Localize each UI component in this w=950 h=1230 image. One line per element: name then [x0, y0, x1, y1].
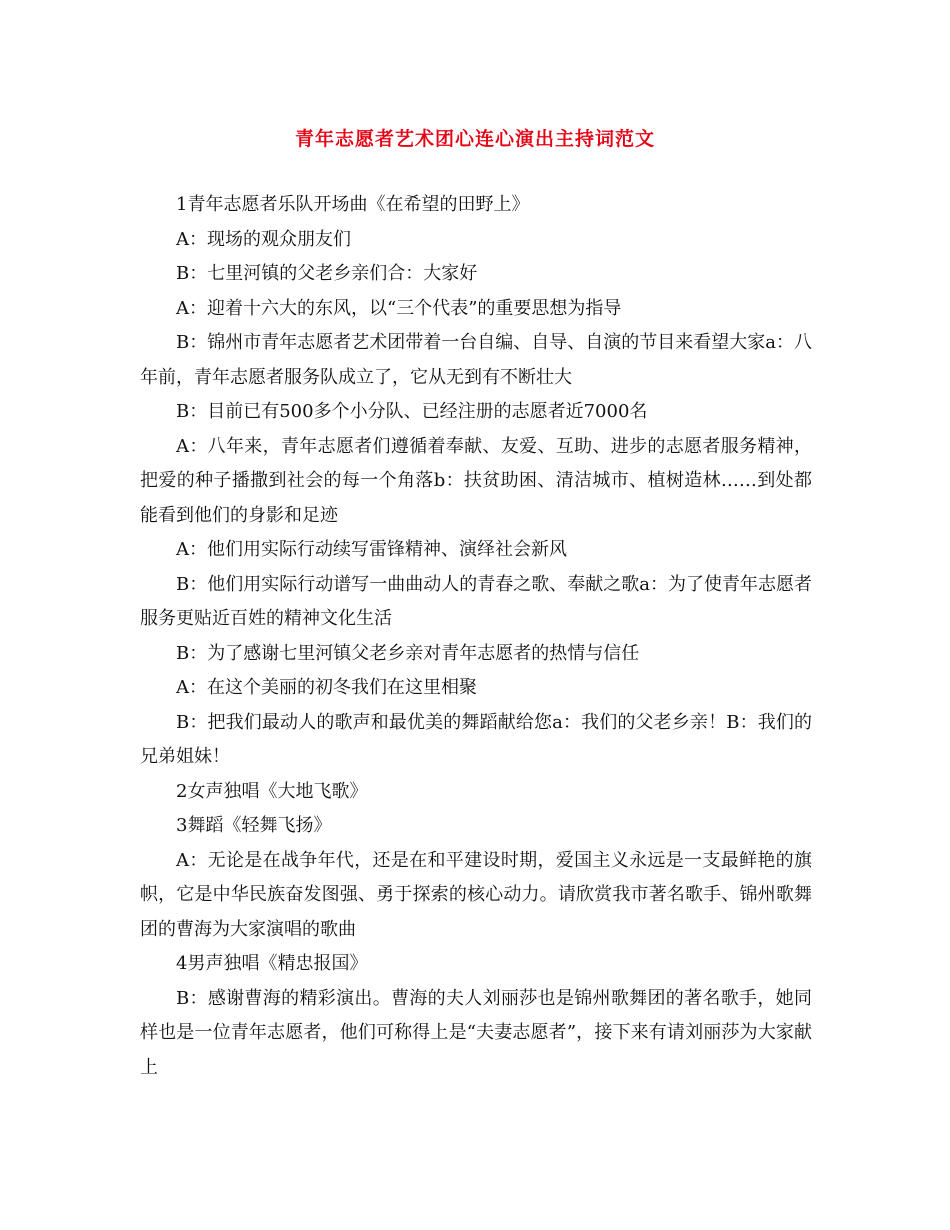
paragraph: B：目前已有500多个小分队、已经注册的志愿者近7000名 [176, 401, 648, 422]
paragraph: B：为了感谢七里河镇父老乡亲对青年志愿者的热情与信任 [176, 642, 640, 664]
paragraph: 4男声独唱《精忠报国》 [176, 953, 368, 974]
paragraph: A：迎着十六大的东风，以“三个代表”的重要思想为指导 [176, 297, 622, 319]
paragraph: B：把我们最动人的歌声和最优美的舞蹈献给您a：我们的父老乡亲！B：我们的兄弟姐妹！ [140, 711, 812, 767]
document-title: 青年志愿者艺术团心连心演出主持词范文 [294, 128, 655, 150]
paragraph: 1青年志愿者乐队开场曲《在希望的田野上》 [176, 194, 530, 215]
paragraph: A：在这个美丽的初冬我们在这里相聚 [176, 677, 477, 698]
paragraph: A：现场的观众朋友们 [176, 228, 351, 250]
paragraph: A：他们用实际行动续写雷锋精神、演绎社会新风 [176, 539, 567, 560]
paragraph: B：感谢曹海的精彩演出。曹海的夫人刘丽莎也是锦州歌舞团的著名歌手，她同样也是一位青年志愿者，他们可称得上是“夫妻志愿者”，接下来有请刘丽莎为大家献上 [140, 987, 812, 1078]
paragraph: A：无论是在战争年代，还是在和平建设时期，爱国主义永远是一支最鲜艳的旗帜，它是中华民族奋发图强、勇于探索的核心动力。请欣赏我市著名歌手、锦州歌舞团的曹海为大家演唱的歌曲 [140, 849, 812, 940]
paragraph: A：八年来，青年志愿者们遵循着奉献、友爱、互助、进步的志愿者服务精神，把爱的种子播撒到社会的每一个角落b：扶贫助困、清洁城市、植树造林……到处都能看到他们的身影和足迹 [140, 435, 812, 526]
paragraph: 3舞蹈《轻舞飞扬》 [176, 815, 332, 836]
paragraph: B：他们用实际行动谱写一曲曲动人的青春之歌、奉献之歌a：为了使青年志愿者服务更贴近百姓的精神文化生活 [140, 573, 812, 629]
paragraph: B：锦州市青年志愿者艺术团带着一台自编、自导、自演的节目来看望大家a：八年前，青年志愿者服务队成立了，它从无到有不断壮大 [140, 332, 812, 388]
paragraph: 2女声独唱《大地飞歌》 [176, 780, 368, 802]
document-body [140, 188, 812, 1085]
paragraph: B：七里河镇的父老乡亲们合：大家好 [176, 263, 478, 284]
